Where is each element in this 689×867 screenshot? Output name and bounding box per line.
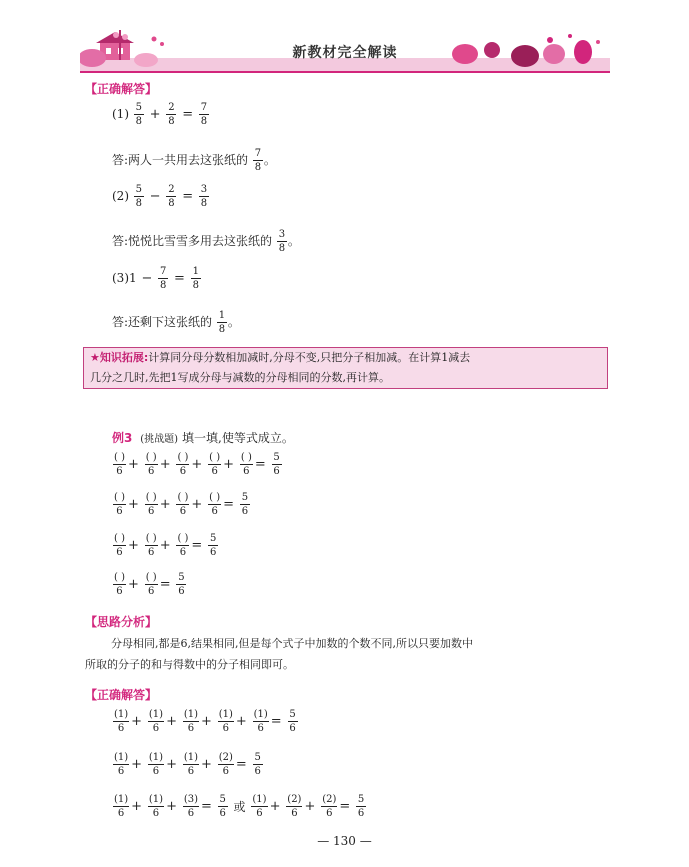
solution-row-1: $\frac{(1)}{6}$ + $\frac{(1)}{6}$ + $\frac{(1)}{6}$ + $\frac{(1)}{6}$ + $\frac{(1)}{6}$ = $\frac{5}{6}$ (114, 709, 296, 734)
header-title: 新教材完全解读 (292, 45, 398, 61)
knowledge-extension-box (83, 347, 608, 389)
answer-q3: 答:还剩下这张纸的 $\frac{1}{8}$ 。 (112, 310, 240, 335)
solution-row-3: $\frac{(1)}{6}$ + $\frac{(1)}{6}$ + $\frac{(3)}{6}$ = $\frac{5}{6}$ 或 $\frac{(1)}{6}$ + $\frac{(2)}{6}$ + $\frac{(2)}{6}$ = $\frac{5}{6}$ (114, 794, 365, 819)
equation-q2: (2) $\frac{5}{8}$ − $\frac{2}{8}$ = $\frac{3}{8}$ (112, 184, 208, 209)
answer-q2: 答:悦悦比雪雪多用去这张纸的 $\frac{3}{8}$ 。 (112, 229, 300, 254)
page-number: — 130 — (317, 834, 372, 848)
correct-answer-heading-2: 【正确解答】 (85, 688, 158, 702)
analysis-heading: 【思路分析】 (85, 615, 158, 629)
example-row-3: $\frac{( )}{6}$ + $\frac{( )}{6}$ + $\frac{( )}{6}$ = $\frac{5}{6}$ (114, 533, 217, 558)
tip-text-2: 几分之几时,先把1写成分母与减数的分母相同的分数,再计算。 (90, 371, 390, 384)
example-3-title: 例3 (挑战题) 填一填,使等式成立。 (112, 431, 294, 445)
example-row-2: $\frac{( )}{6}$ + $\frac{( )}{6}$ + $\frac{( )}{6}$ + $\frac{( )}{6}$ = $\frac{5}{6}$ (114, 492, 249, 517)
answer-q1: 答:两人一共用去这张纸的 $\frac{7}{8}$ 。 (112, 148, 276, 173)
equation-q1: (1) $\frac{5}{8}$ + $\frac{2}{8}$ = $\frac{7}{8}$ (112, 102, 208, 127)
analysis-text: 分母相同,都是6,结果相同,但是每个式子中加数的个数不同,所以只要加数中 所取的分子的和与得数中的分子相同即可。 (85, 637, 473, 671)
solution-row-2: $\frac{(1)}{6}$ + $\frac{(1)}{6}$ + $\frac{(1)}{6}$ + $\frac{(2)}{6}$ = $\frac{5}{6}$ (114, 752, 261, 777)
example-row-4: $\frac{( )}{6}$ + $\frac{( )}{6}$ = $\frac{5}{6}$ (114, 572, 185, 597)
example-row-1: $\frac{( )}{6}$ + $\frac{( )}{6}$ + $\frac{( )}{6}$ + $\frac{( )}{6}$ + $\frac{( )}{6}$ = $\frac{5}{6}$ (114, 452, 280, 477)
tip-text-1: 计算同分母分数相加减时,分母不变,只把分子相加减。在计算1减去 (148, 351, 471, 364)
correct-answer-heading: 【正确解答】 (85, 82, 158, 96)
equation-q3: (3)1 − $\frac{7}{8}$ = $\frac{1}{8}$ (112, 266, 199, 291)
tip-lead: ★知识拓展: (90, 351, 149, 364)
header-band (80, 30, 610, 75)
